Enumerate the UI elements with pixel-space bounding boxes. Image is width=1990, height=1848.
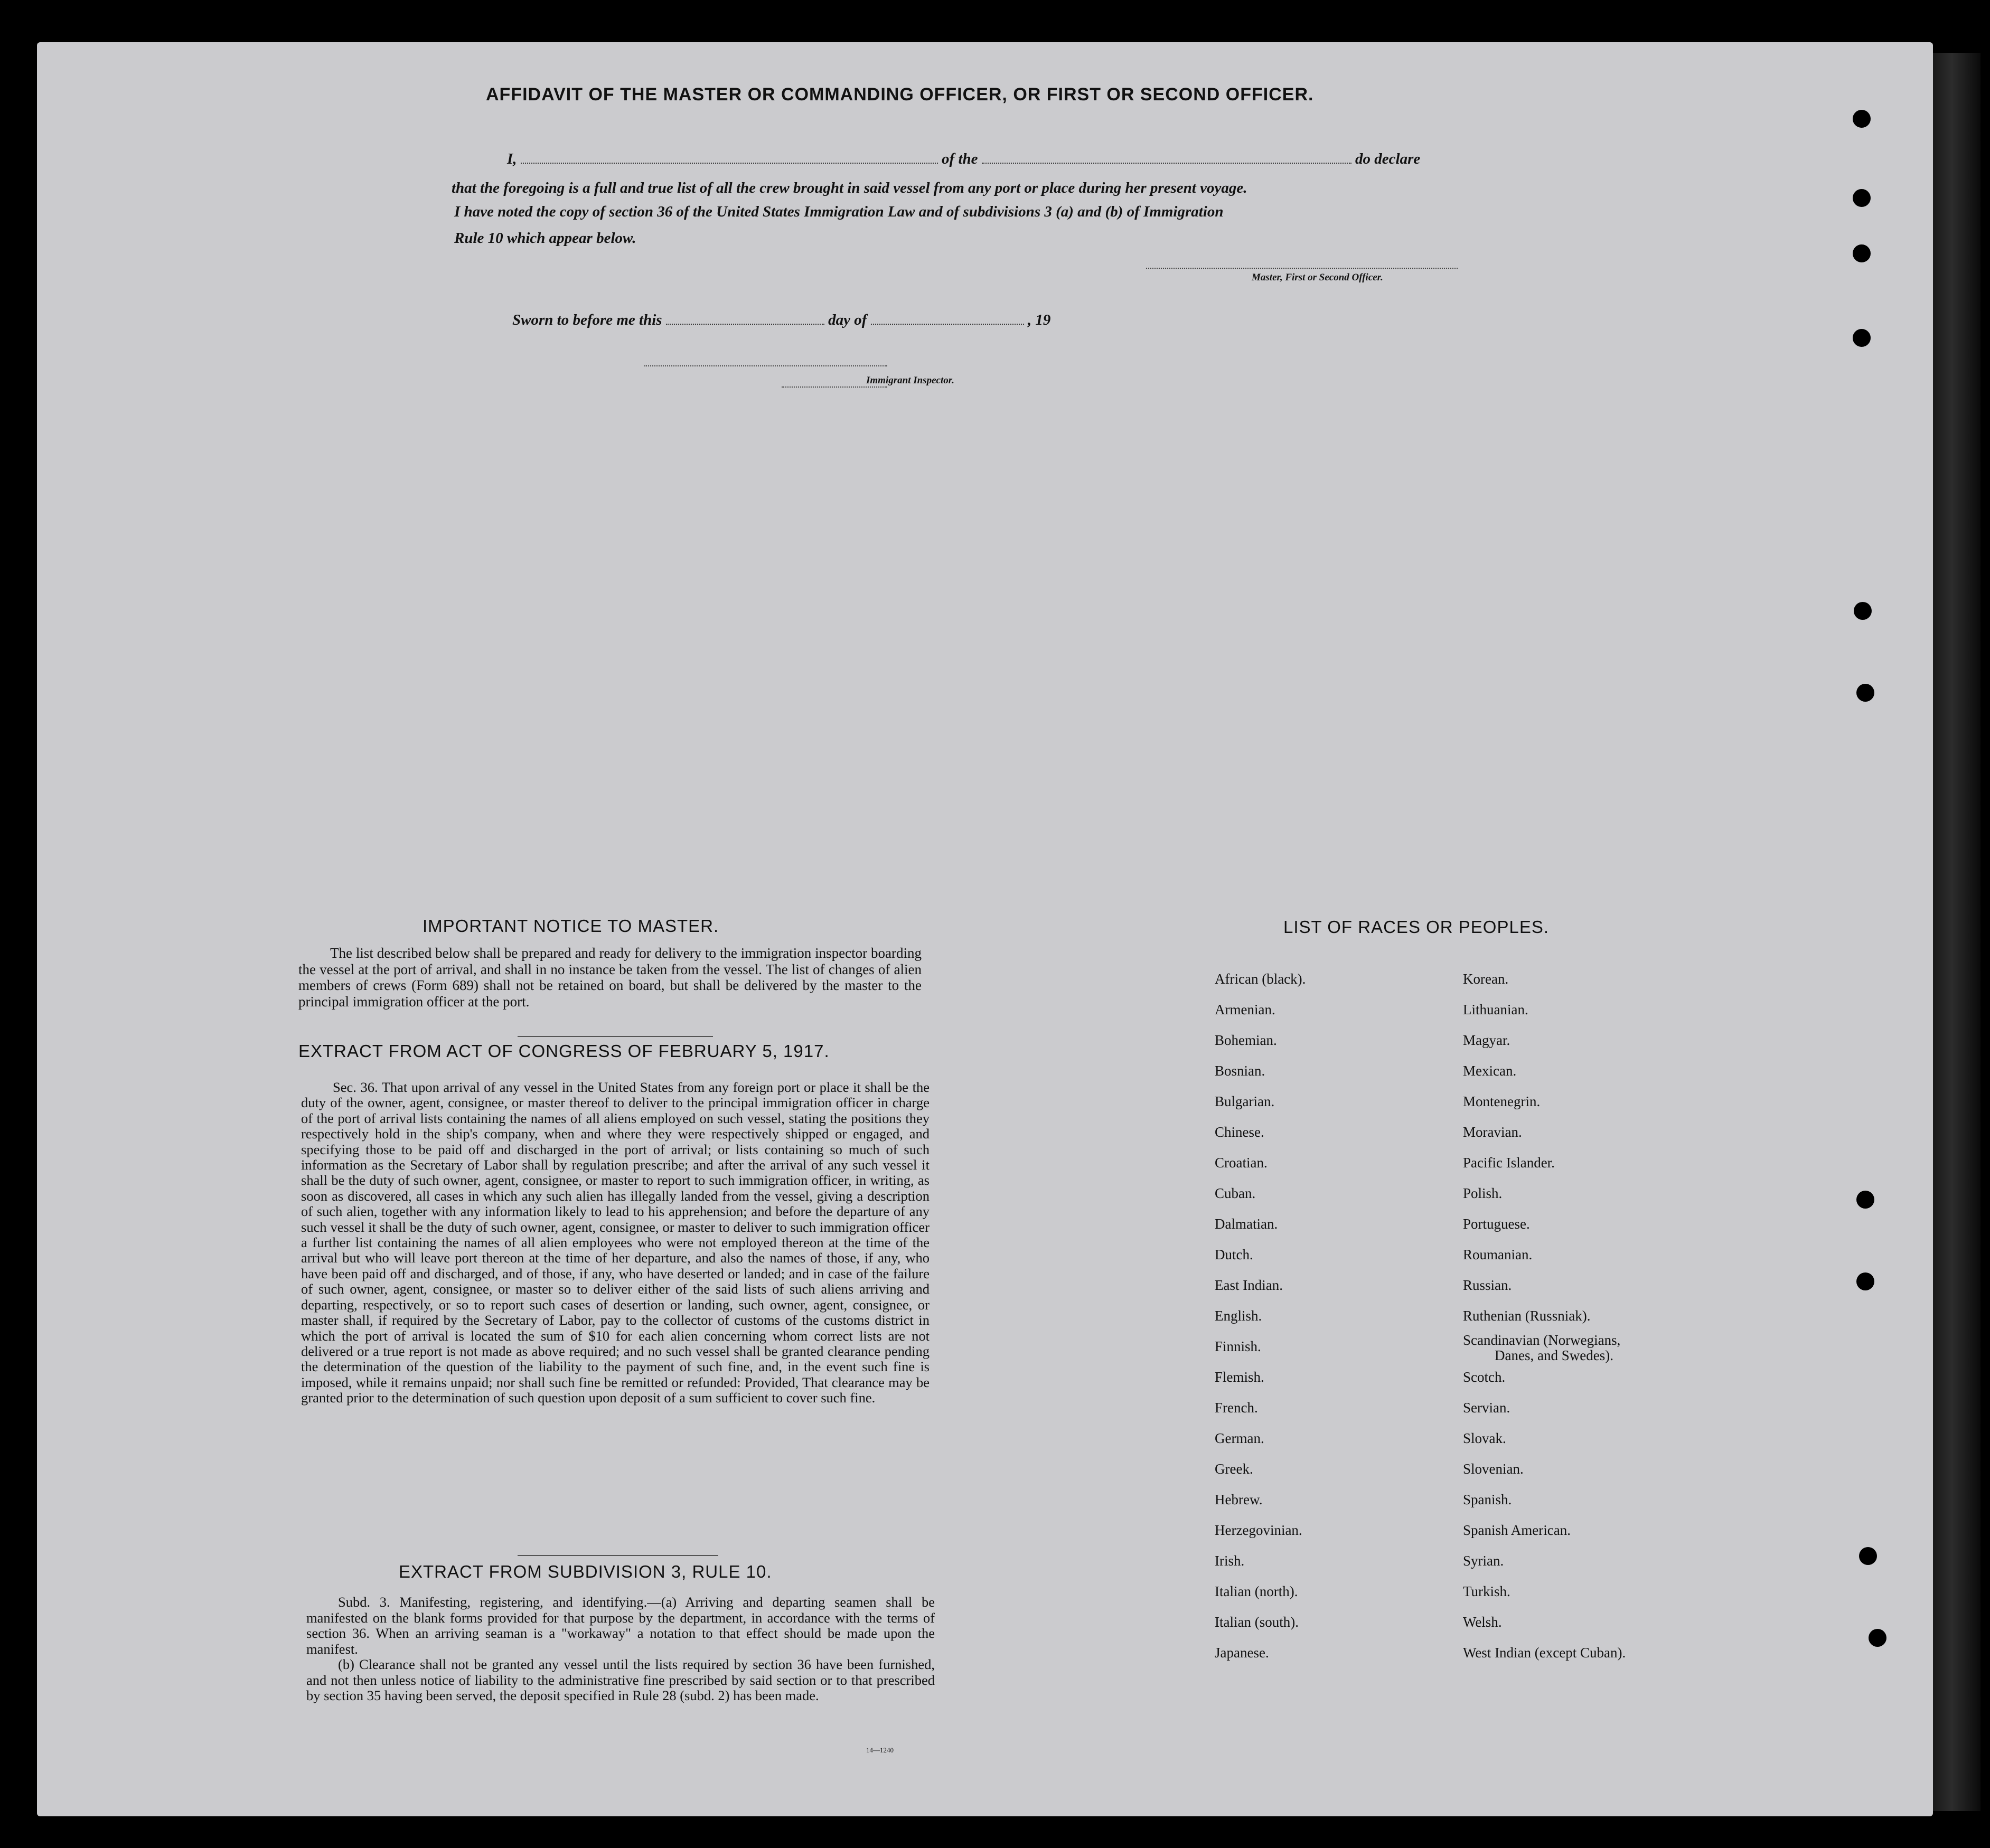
race-item: Mexican. [1463, 1063, 1517, 1079]
race-item: Magyar. [1463, 1032, 1510, 1048]
binding-edge [1933, 53, 1980, 1811]
affidavit-declare: do declare [1355, 150, 1421, 167]
race-item: Dutch. [1215, 1247, 1253, 1262]
race-item: West Indian (except Cuban). [1463, 1645, 1626, 1661]
punch-hole [1851, 327, 1872, 348]
form-number: 14—1240 [866, 1746, 894, 1754]
race-item: Montenegrin. [1463, 1093, 1541, 1109]
race-item: Japanese. [1215, 1645, 1269, 1661]
race-item: Irish. [1215, 1553, 1245, 1569]
master-signature-label: Master, First or Second Officer. [1252, 272, 1383, 283]
race-item: Ruthenian (Russniak). [1463, 1308, 1591, 1324]
races-right-column [1463, 964, 1626, 1668]
punch-hole [1851, 187, 1872, 209]
race-item: Pacific Islander. [1463, 1155, 1555, 1171]
race-item: Slovak. [1463, 1430, 1506, 1446]
affidavit-line-4: Rule 10 which appear below. [454, 230, 636, 247]
race-item: Italian (north). [1215, 1583, 1298, 1599]
race-item: Italian (south). [1215, 1614, 1299, 1630]
race-item: Roumanian. [1463, 1247, 1533, 1262]
race-item: Moravian. [1463, 1124, 1522, 1140]
day-of-text: day of [828, 312, 867, 328]
punch-hole [1869, 1629, 1886, 1647]
punch-hole [1854, 602, 1872, 620]
year-text: , 19 [1027, 312, 1051, 328]
races-title: LIST OF RACES OR PEOPLES. [1283, 917, 1550, 937]
race-item: German. [1215, 1430, 1264, 1446]
race-item: Spanish. [1463, 1492, 1512, 1507]
affidavit-of-the: of the [942, 150, 978, 167]
inspector-signature-line[interactable] [644, 364, 887, 366]
affidavit-line-2: that the foregoing is a full and true list of all the crew brought in said vessel from any port or place during her present voyage. [452, 180, 1247, 196]
race-item: Syrian. [1463, 1553, 1504, 1569]
race-item: Dalmatian. [1215, 1216, 1278, 1232]
race-item: Hebrew. [1215, 1492, 1263, 1507]
inspector-label: Immigrant Inspector. [866, 375, 954, 386]
master-signature-line[interactable] [1146, 267, 1458, 269]
notice-paragraph: The list described below shall be prepared and ready for delivery to the immigration inspector boarding the vessel at the port of arrival, and shall in no instance be taken from the vessel. The list of changes of alien members of crews (Form 689) shall not be retained on board, but shall be delivered by the master to the principal immigration officer at the port. [298, 945, 922, 1010]
punch-hole [1859, 1547, 1877, 1565]
punch-hole [1856, 1191, 1874, 1209]
punch-hole [1851, 108, 1872, 129]
race-item: Flemish. [1215, 1369, 1264, 1385]
punch-hole [1851, 243, 1872, 264]
race-item: Armenian. [1215, 1002, 1275, 1017]
race-item: Scandinavian (Norwegians, [1463, 1332, 1621, 1348]
sworn-month-field[interactable] [871, 313, 1024, 325]
race-item: Lithuanian. [1463, 1002, 1528, 1017]
race-item: Finnish. [1215, 1338, 1261, 1354]
race-item: Scotch. [1463, 1369, 1506, 1385]
race-item: Bohemian. [1215, 1032, 1277, 1048]
form-sheet [37, 42, 1933, 1816]
punch-hole [1856, 684, 1874, 702]
notice-text [298, 945, 922, 1010]
rule-title: EXTRACT FROM SUBDIVISION 3, RULE 10. [399, 1562, 772, 1581]
race-item: Russian. [1463, 1277, 1512, 1293]
race-item: Slovenian. [1463, 1461, 1524, 1477]
act-divider [518, 1555, 718, 1556]
race-item: Cuban. [1215, 1185, 1256, 1201]
rule-paragraph-a: Subd. 3. Manifesting, registering, and identifying.—(a) Arriving and departing seamen shall be manifested on the blank forms provided for that purpose by the department, in accordance with the terms of section 36. When an arriving seaman is a "workaway" a notation to that effect should be made upon the manifest. [306, 1594, 935, 1657]
vessel-field[interactable] [982, 152, 1351, 164]
punch-hole [1856, 1272, 1874, 1290]
sworn-line [512, 312, 1050, 329]
affidavit-i: I, [507, 150, 517, 167]
race-item: Servian. [1463, 1400, 1510, 1416]
act-text [301, 1080, 930, 1406]
race-item: Polish. [1463, 1185, 1503, 1201]
race-item: Greek. [1215, 1461, 1253, 1477]
sworn-day-field[interactable] [666, 313, 824, 325]
rule-text [306, 1595, 935, 1704]
race-item: Korean. [1463, 971, 1509, 987]
race-item: Herzegovinian. [1215, 1522, 1302, 1538]
race-item: African (black). [1215, 971, 1306, 987]
race-item: Portuguese. [1463, 1216, 1530, 1232]
race-item: Danes, and Swedes). [1495, 1347, 1613, 1363]
act-paragraph: Sec. 36. That upon arrival of any vessel in the United States from any foreign port or place it shall be the duty of the owner, agent, consignee, or master thereof to deliver to the principal immigration officer in charge of the port of arrival lists containing the names of all aliens employed on such vessel, stating the positions they respectively hold in the ship's company, when and where they were respectively shipped or engaged, and specifying those to be paid off and discharged in the port of arrival; or lists containing so much of such information as the Secretary of Labor shall by regulation prescribe; and after the arrival of any such vessel it shall be the duty of such owner, agent, consignee, or master to report to such immigration officer, in writing, as soon as discovered, all cases in which any such alien has illegally landed from the vessel, giving a description of such alien, together with any information likely to lead to his apprehension; and before the departure of any such vessel it shall be the duty of such owner, agent, consignee, or master to deliver to such immigration officer a further list containing the names of all alien employees who were not employed thereon at the time of the arrival but who will leave port thereon at the time of her departure, and also the names of those, if any, who have been paid off and discharged, and of those, if any, who have deserted or landed; and in case of the failure of such owner, agent, consignee, or master so to deliver either of the said lists of such aliens arriving and departing, respectively, or so to report such cases of desertion or landing, such owner, agent, consignee, or master shall, if required by the Secretary of Labor, pay to the collector of customs of the customs district in which the port of arrival is located the sum of $10 for each alien concerning whom correct lists are not delivered or a true report is not made as above required; and no such vessel shall be granted clearance pending the determination of the question of the liability to the payment of such fine, and, in the event such fine is imposed, while it remains unpaid; nor shall such fine be remitted or refunded: Provided, That clearance may be granted prior to the determination of such question upon deposit of a sum sufficient to cover such fine. [301, 1079, 930, 1406]
race-item: Bulgarian. [1215, 1093, 1275, 1109]
race-item: East Indian. [1215, 1277, 1283, 1293]
races-left-column [1215, 964, 1306, 1668]
notice-title: IMPORTANT NOTICE TO MASTER. [423, 916, 719, 936]
race-item: French. [1215, 1400, 1258, 1416]
race-item: Turkish. [1463, 1583, 1510, 1599]
race-item: Chinese. [1215, 1124, 1264, 1140]
sworn-text: Sworn to before me this [512, 312, 662, 328]
race-item: Bosnian. [1215, 1063, 1265, 1079]
affidavit-line-1 [507, 150, 1420, 168]
rule-paragraph-b: (b) Clearance shall not be granted any vessel until the lists required by section 36 have been furnished, and not then unless notice of liability to the administrative fine prescribed by said section or to that prescribed by section 35 having been served, the deposit specified in Rule 28 (subd. 2) has been made. [306, 1656, 935, 1703]
affidavit-title: AFFIDAVIT OF THE MASTER OR COMMANDING OFFICER, OR FIRST OR SECOND OFFICER. [486, 84, 1314, 105]
race-item: English. [1215, 1308, 1262, 1324]
race-item: Welsh. [1463, 1614, 1502, 1630]
act-title: EXTRACT FROM ACT OF CONGRESS OF FEBRUARY 5, 1917. [298, 1041, 830, 1061]
affidavit-line-3: I have noted the copy of section 36 of the United States Immigration Law and of subdivisions 3 (a) and (b) of Immigration [454, 203, 1224, 220]
race-item: Spanish American. [1463, 1522, 1571, 1538]
name-field[interactable] [521, 152, 938, 164]
notice-divider [518, 1036, 713, 1037]
race-item: Croatian. [1215, 1155, 1268, 1171]
